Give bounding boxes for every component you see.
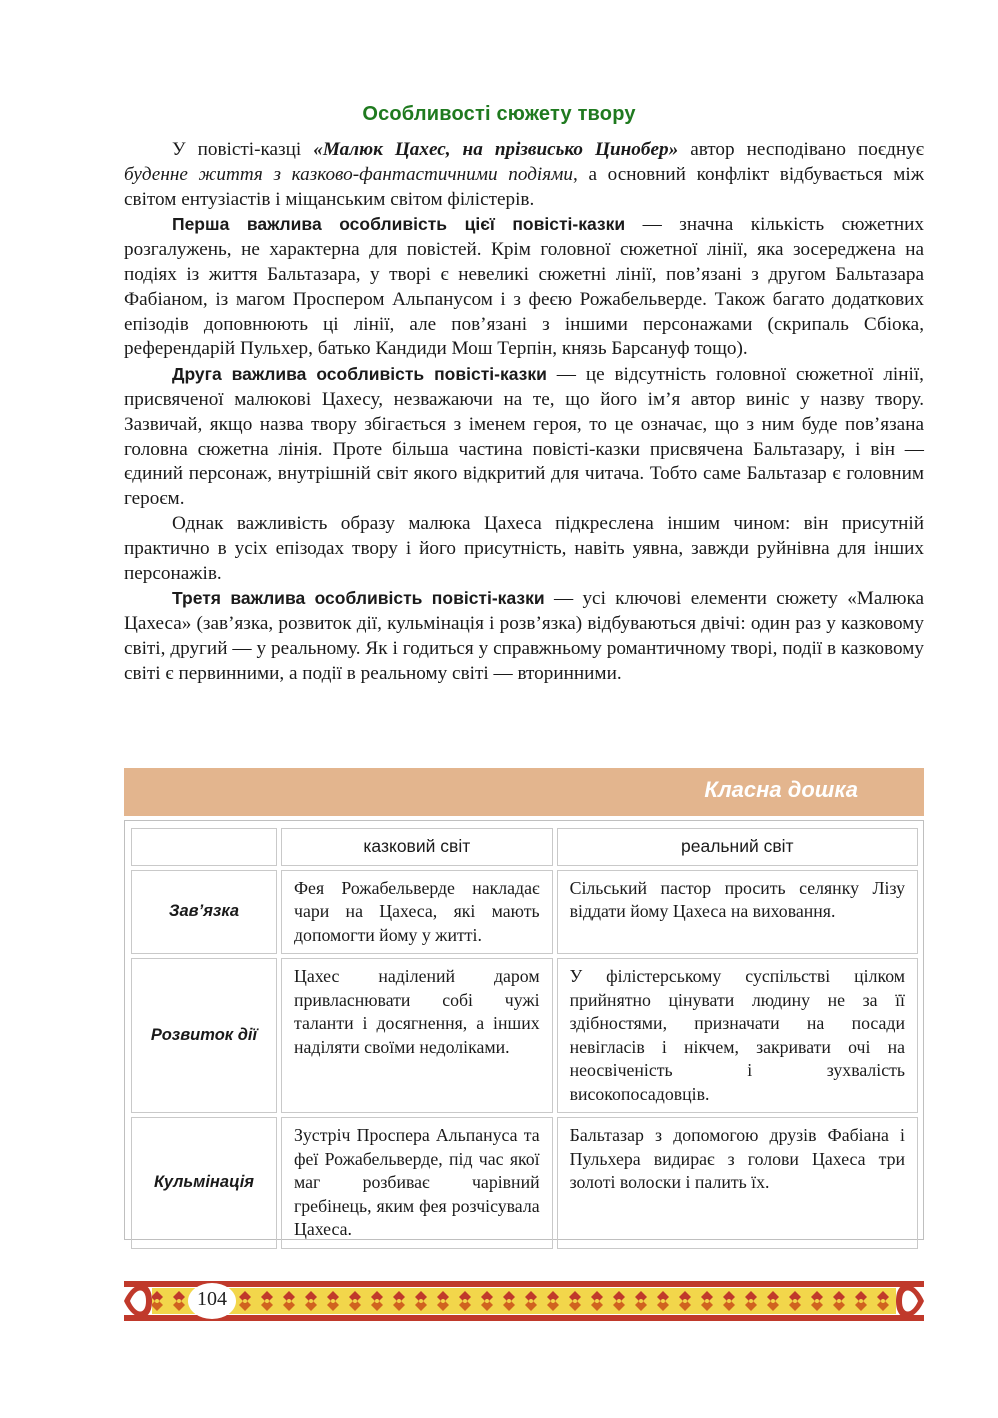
row-label: Кульмінація: [131, 1117, 277, 1249]
cell-real: Бальтазар з допомогою друзів Фабіана і Пульхера видирає з голови Цахеса три золоті волоски і палить їх.: [557, 1117, 918, 1249]
paragraph-lead: Третя важлива особливість повісті-казки: [172, 588, 545, 609]
main-text: [124, 138, 924, 687]
board-title: Класна дошка: [704, 777, 858, 802]
cell-fairy: Зустріч Проспера Альпануса та феї Рожабельверде, під час якої маг розбиває чарівний гребінець, яким фея розчісувала Цахеса.: [281, 1117, 553, 1249]
paragraph-intro: У повісті-казці «Малюк Цахес, на прізвисько Цинобер» автор несподівано поєднує буденне життя з казково-фантастичними подіями, а основний конфлікт відбувається між світом ентузіастів і міщанським світом філістерів.: [124, 139, 924, 210]
column-header-fairy: казковий світ: [281, 828, 553, 866]
comparison-table: [127, 824, 922, 1253]
table-corner-cell: [131, 828, 277, 866]
cell-fairy: Фея Рожабельверде накладає чари на Цахеса, які мають допомогти йому у житті.: [281, 870, 553, 955]
board-header: [124, 768, 924, 816]
row-label: Зав’язка: [131, 870, 277, 955]
table-row: [131, 958, 918, 1113]
page-number: 104: [197, 1288, 227, 1310]
section-title: Особливості сюжету твору: [362, 103, 636, 125]
paragraph-third-feature: Третя важлива особливість повісті-казки — усі ключові елементи сюжету «Малюка Цахеса» (зав’язка, розвиток дії, кульмінація і розв’язка) відбуваються двічі: один раз у казковому світі, другий — у реальному. Як і годиться у справжньому романтичному творі, події в казковому світі є первинними, а події в реальному світі — вторинними.: [124, 588, 924, 684]
table-header-row: [131, 828, 918, 866]
cell-real: Сільський пастор просить селянку Лізу віддати йому Цахеса на виховання.: [557, 870, 918, 955]
paragraph-lead: Друга важлива особливість повісті-казки: [172, 364, 547, 385]
footer-ornament: [124, 1277, 924, 1325]
paragraph-first-feature: Перша важлива особливість цієї повісті-казки — значна кількість сюжетних розгалужень, не характерна для повістей. Крім головної сюжетної лінії, яка зосереджена на подіях із життя Бальтазара, у творі є невеликі сюжетні лінії, пов’язані з другом Бальтазара Фабіаном, із магом Проспером Альпанусом і з феєю Рожабельверде. Також багато додаткових епізодів доповнюють ці лінії, але пов’язані з іншими персонажами (скрипаль Сбіока, референдарій Пульхер, батько Кандиди Мош Терпін, князь Барсануф тощо).: [124, 214, 924, 360]
column-header-real: реальний світ: [557, 828, 918, 866]
paragraph-lead: Перша важлива особливість цієї повісті-казки: [172, 214, 626, 235]
cell-real: У філістерському суспільстві цілком прийнятно цінувати людину не за її здібностями, призначати на посади невігласів і нікчем, закривати очі на неосвіченість і зухвалість високопосадовців.: [557, 958, 918, 1113]
paragraph-tsakhes-image: Однак важливість образу малюка Цахеса підкреслена іншим чином: він присутній практично в усіх епізодах твору і його присутність, навіть уявна, завжди руйнівна для інших персонажів.: [124, 512, 924, 584]
row-label: Розвиток дії: [131, 958, 277, 1113]
table-row: [131, 870, 918, 955]
paragraph-second-feature: Друга важлива особливість повісті-казки — це відсутність головної сюжетної лінії, присвяченої малюкові Цахесу, незважаючи на те, що його ім’я автор виніс у назву твору. Зазвичай, якщо назва твору збігається з іменем героя, то це означає, що з ним буде пов’язана головна сюжетна лінія. Проте більша частина повісті-казки присвячена Бальтазару, і він — єдиний персонаж, внутрішній світ якого відкритий для читача. Тобто саме Бальтазар є головним героєм.: [124, 364, 924, 510]
cell-fairy: Цахес наділений даром привласнювати собі чужі таланти і досягнення, а інших наділяти своїми недоліками.: [281, 958, 553, 1113]
table-row: [131, 1117, 918, 1249]
